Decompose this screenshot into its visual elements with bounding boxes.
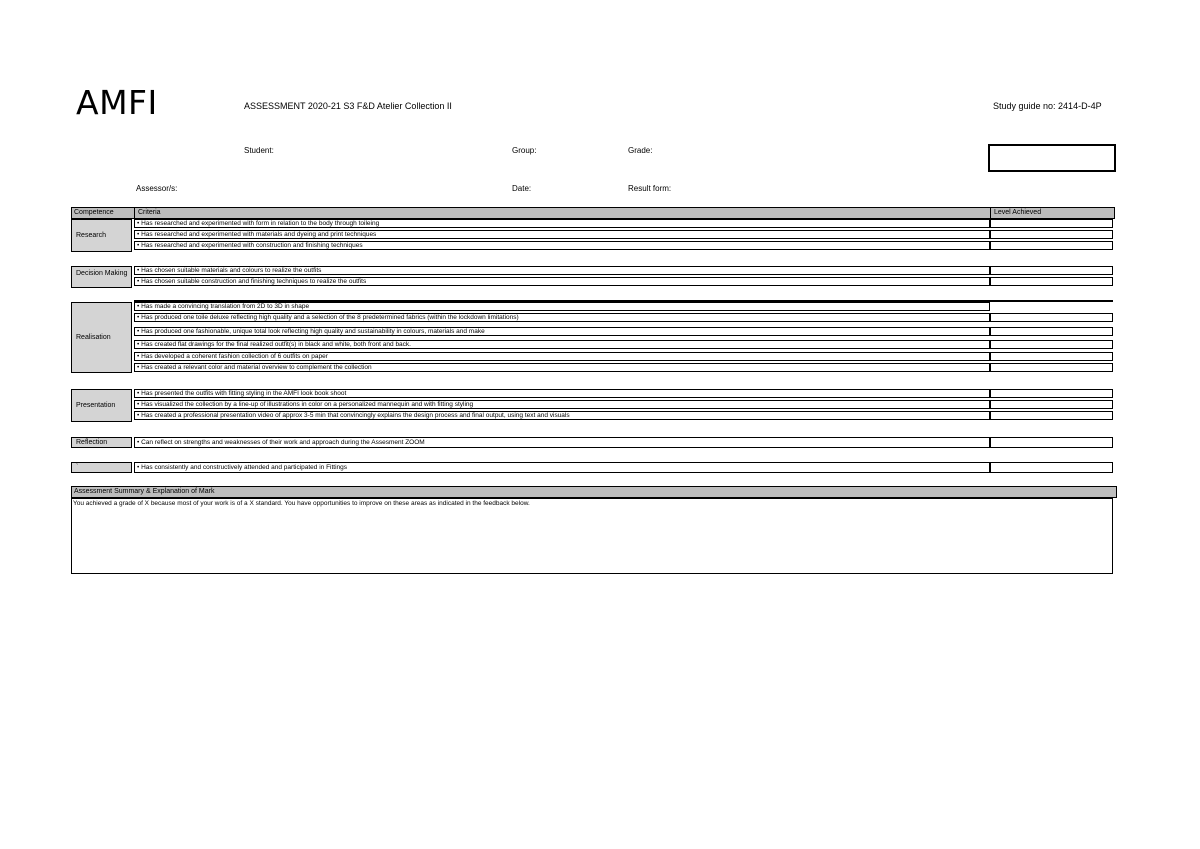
criteria-row: • Can reflect on strengths and weaknesses of their work and approach during the Assesment ZOOM [134, 437, 990, 448]
level-cell[interactable] [990, 462, 1113, 473]
level-cell[interactable] [990, 340, 1113, 349]
competence-realisation: Realisation [71, 302, 132, 373]
level-cell[interactable] [990, 363, 1113, 372]
level-cell[interactable] [990, 389, 1113, 398]
level-cell[interactable] [990, 266, 1113, 275]
competence-fittings: ` [71, 462, 132, 473]
competence-presentation: Presentation [71, 389, 132, 422]
amfi-logo: AMFI [76, 83, 158, 122]
criteria-table-header [71, 207, 1115, 219]
criteria-row: • Has developed a coherent fashion collection of 6 outfits on paper [134, 352, 990, 361]
level-cell[interactable] [990, 241, 1113, 250]
summary-heading: Assessment Summary & Explanation of Mark [71, 486, 1117, 498]
criteria-row: • Has produced one toile deluxe reflecting high quality and a selection of the 8 predetermined fabrics (within the lockdown limitations) [134, 313, 990, 322]
criteria-row: • Has created a professional presentation video of approx 3-5 min that convincingly explains the design process and final output, using text and visuals [134, 411, 990, 420]
result-form-label: Result form: [628, 184, 672, 193]
level-cell[interactable] [990, 411, 1113, 420]
level-cell[interactable] [990, 437, 1113, 448]
competence-reflection: Reflection [71, 437, 132, 448]
criteria-row: • Has researched and experimented with form in relation to the body through toileing [134, 219, 990, 228]
group-label: Group: [512, 146, 537, 155]
criteria-row: • Has chosen suitable construction and finishing techniques to realize the outfits [134, 277, 990, 286]
level-cell[interactable] [990, 400, 1113, 409]
competence-decision-making-label: Decision Making [76, 270, 128, 277]
date-label: Date: [512, 184, 532, 193]
competence-decision-making [71, 266, 132, 288]
summary-text-area[interactable] [71, 498, 1113, 574]
assessment-title: ASSESSMENT 2020-21 S3 F&D Atelier Collection II [244, 101, 452, 111]
criteria-row: • Has created flat drawings for the final realized outfit(s) in black and white, both front and back. [134, 340, 990, 349]
criteria-row: • Has visualized the collection by a line-up of illustrations in color on a personalized mannequin and with fitting styling [134, 400, 990, 409]
column-level-achieved: Level Achieved [994, 209, 1042, 216]
criteria-row: • Has researched and experimented with construction and finishing techniques [134, 241, 990, 250]
criteria-row: • Has presented the outfits with fitting styling in the AMFI look book shoot [134, 389, 990, 398]
student-label: Student: [244, 146, 274, 155]
column-competence: Competence [74, 209, 114, 216]
assessor-label: Assessor/s: [136, 184, 178, 193]
column-criteria: Criteria [138, 209, 161, 216]
criteria-row: • Has created a relevant color and material overview to complement the collection [134, 363, 990, 372]
level-cell[interactable] [990, 313, 1113, 322]
criteria-row: • Has researched and experimented with materials and dyeing and print techniques [134, 230, 990, 239]
level-cell[interactable] [990, 219, 1113, 228]
summary-text: You achieved a grade of X because most of your work is of a X standard. You have opportunities to improve on these areas as indicated in the feedback below. [73, 500, 530, 507]
level-cell[interactable] [990, 277, 1113, 286]
criteria-row: • Has chosen suitable materials and colours to realize the outfits [134, 266, 990, 275]
grade-box[interactable] [988, 144, 1116, 172]
criteria-row: • Has consistently and constructively attended and participated in Fittings [134, 462, 990, 473]
grade-label: Grade: [628, 146, 653, 155]
competence-research: Research [71, 219, 132, 252]
criteria-row: • Has produced one fashionable, unique total look reflecting high quality and sustainability in colours, materials and make [134, 327, 990, 336]
criteria-row: • Has made a convincing translation from 2D to 3D in shape [134, 302, 990, 311]
level-cell[interactable] [990, 327, 1113, 336]
level-cell[interactable] [990, 352, 1113, 361]
level-cell[interactable] [990, 230, 1113, 239]
study-guide-number: Study guide no: 2414-D-4P [993, 101, 1102, 111]
